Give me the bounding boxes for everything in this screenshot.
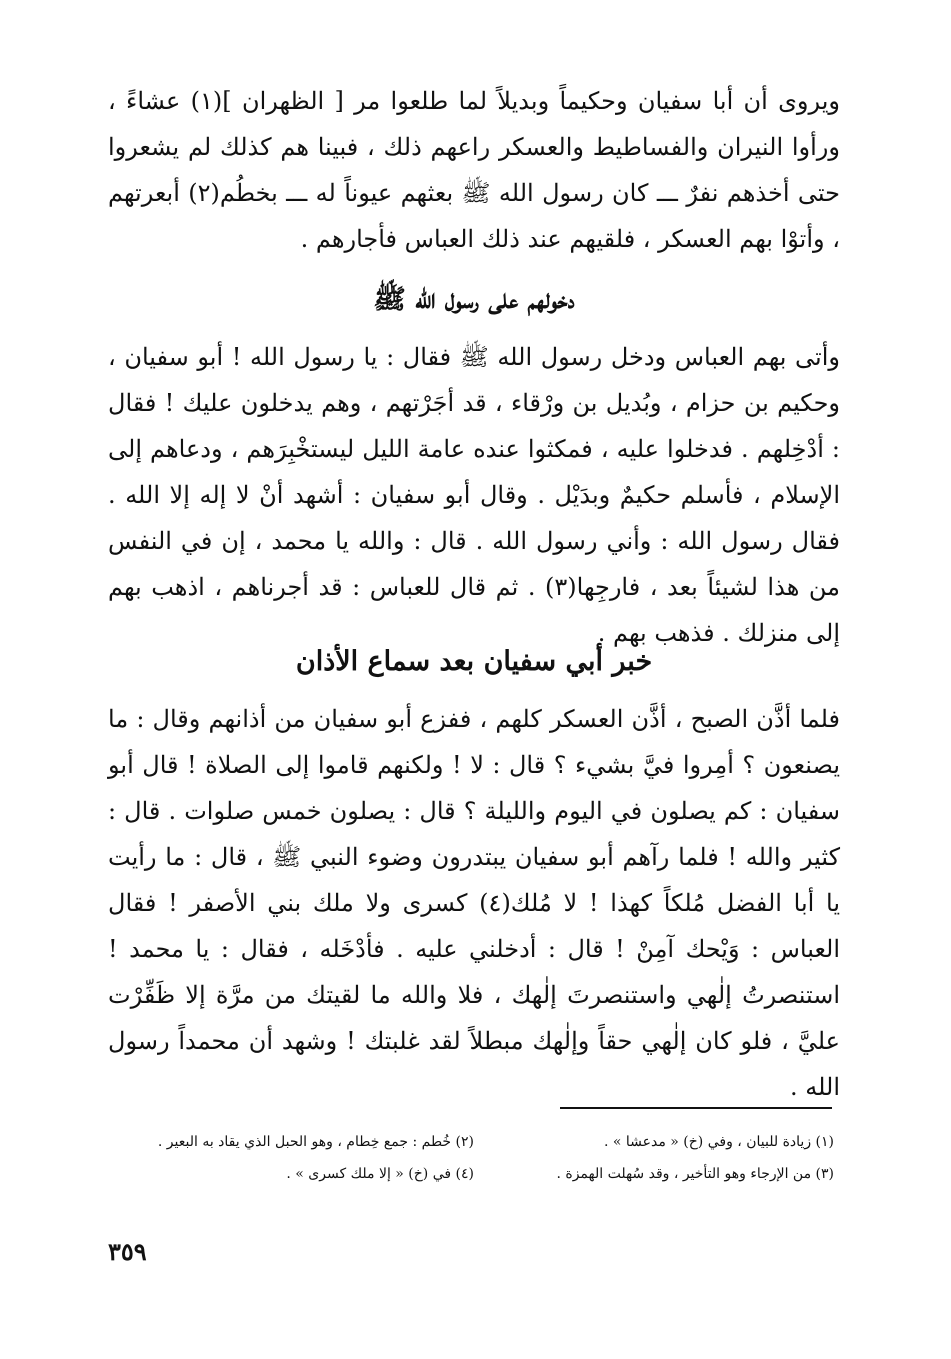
footnote-4: (٤) في (خ) « إلا ملك كسرى » . [286,1166,474,1182]
paragraph-adhan: فلما أذَّن الصبح ، أذَّن العسكر كلهم ، ففزع أبو سفيان من أذانهم وقال : ما يصنعون ؟ أمِروا فيَّ بشيء ؟ قال : لا ! ولكنهم قاموا إلى الصلاة ! قال أبو سفيان : كم يصلون في اليوم والليلة ؟ قال : يصلون خمس صلوات . قال : كثير والله ! فلما رآهم أبو سفيان يبتدرون وضوء النبي ﷺ ، قال : ما رأيت يا أبا الفضل مُلكاً كهذا ! لا مُلك(٤) كسرى ولا ملك بني الأصفر ! فقال العباس : وَيْحك آمِنْ ! قال : أدخلني عليه . فأدْخَله ، فقال : يا محمد ! استنصرتُ إلٰهي واستنصرتَ إلٰهك ، فلا والله ما لقيتك من مرَّة إلا ظَفِّرْت عليَّ ، فلو كان إلٰهي حقاً وإلٰهك مبطلاً لقد غلبتك ! وشهد أن محمداً رسول الله . [108,705,840,1101]
section-heading-adhan: خبر أبي سفيان بعد سماع الأذان [295,646,653,677]
footnote-1: (١) زيادة للبيان ، وفي (خ) « مدعشا » . [603,1134,834,1150]
footnote-3: (٣) من الإرجاء وهو التأخير ، وقد سُهلت الهمزة . [556,1166,834,1182]
footnote-row-2 [108,1164,834,1184]
footnote-separator [560,1107,832,1109]
footnote-row-1 [108,1132,834,1152]
footnote-2: (٢) خُطم : جمع خِطام ، وهو الحبل الذي يقاد به البعير . [157,1134,474,1150]
paragraph-intro: ويروى أن أبا سفيان وحكيماً وبديلاً لما طلعوا مر [ الظهران ](١) عشاءً ، ورأوا النيران والفساطيط والعسكر راعهم ذلك ، فبينا هم كذلك لم يشعروا حتى أخذهم نفرٌ ـــ كان رسول الله ﷺ بعثهم عيوناً له ـــ بخطُم(٢) أبعرتهم ، وأتوْا بهم العسكر ، فلقيهم عند ذلك العباس فأجارهم . [108,87,841,253]
section-heading-entering: دخولهم على رسول الله ﷺ [373,284,575,315]
page-number: ٣٥٩ [108,1237,147,1266]
paragraph-entering: وأتى بهم العباس ودخل رسول الله ﷺ فقال : يا رسول الله ! أبو سفيان ، وحكيم بن حزام ، وبُديل بن ورْقاء ، قد أجَرْتهم ، وهم يدخلون عليك ! فقال : أدْخِلهم . فدخلوا عليه ، فمكثوا عنده عامة الليل ليستخْبِرَهم ، ودعاهم إلى الإسلام ، فأسلم حكيمٌ وبدَيْل . وقال أبو سفيان : أشهد أنْ لا إله إلا الله . فقال رسول الله : وأني رسول الله . قال : والله يا محمد ، إن في النفس من هذا لشيئاً بعد ، فارجِها(٣) . ثم قال للعباس : قد أجرناهم ، اذهب بهم إلى منزلك . فذهب بهم . [108,343,841,647]
